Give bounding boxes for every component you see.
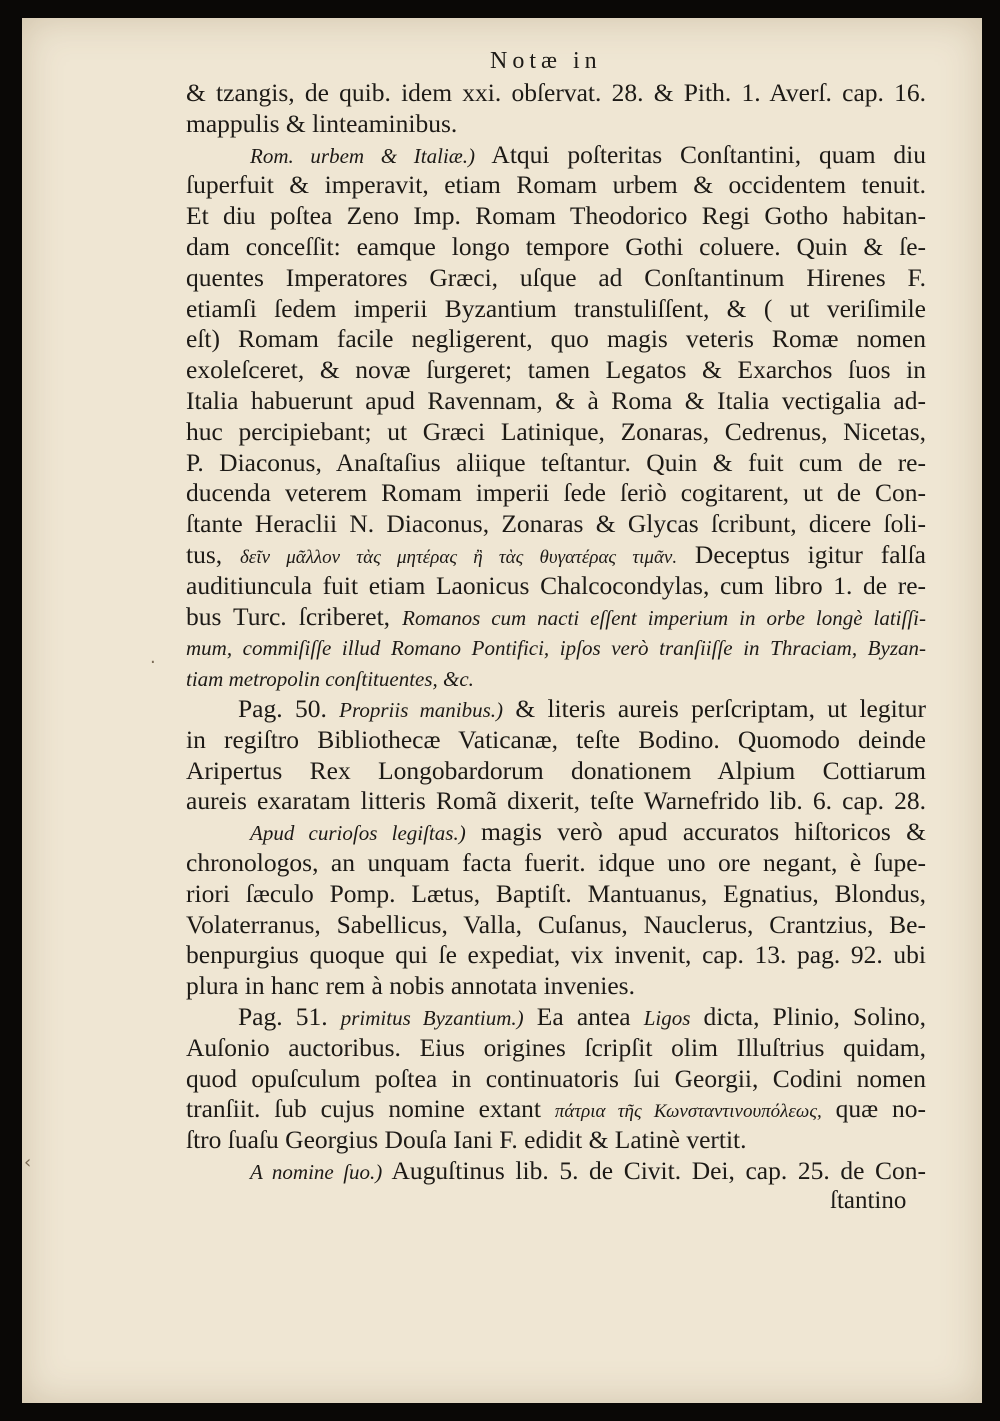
italic-text: Apud curioſos legiſtas.) xyxy=(250,821,466,846)
text-line xyxy=(186,324,926,355)
text-segment: Atqui poſteritas Conſtantini, quam diu xyxy=(475,139,926,169)
margin-tick: ‹ xyxy=(24,1152,32,1173)
text-line xyxy=(186,940,926,971)
text-line xyxy=(186,786,926,817)
text-line xyxy=(186,1002,926,1033)
italic-text: Rom. urbem & Italiæ.) xyxy=(250,143,476,168)
text-line xyxy=(186,1033,926,1064)
text-segment: Aripertus Rex Longobardorum donationem Alpium Cottiarum xyxy=(186,755,926,785)
text-segment: riori ſæculo Pomp. Lætus, Baptiſt. Mantuanus, Egnatius, Blondus, xyxy=(186,878,926,908)
text-segment: benpurgius quoque qui ſe expediat, vix invenit, cap. 13. pag. 92. ubi xyxy=(186,940,926,970)
text-segment: tranſiit. ſub cujus nomine extant xyxy=(186,1094,555,1124)
text-segment: exoleſceret, & novæ ſurgeret; tamen Legatos & Exarchos ſuos in xyxy=(186,355,926,385)
body-text xyxy=(186,78,926,1187)
text-line xyxy=(186,879,926,910)
italic-text: Propriis manibus.) xyxy=(339,697,503,722)
text-segment: quentes Imperatores Græci, uſque ad Conſtantinum Hirenes F. xyxy=(186,262,926,292)
text-line xyxy=(186,848,926,879)
text-line xyxy=(186,1125,926,1156)
text-segment: plura in hanc rem à nobis annotata invenies. xyxy=(186,971,635,1001)
text-segment: & literis aureis perſcriptam, ut legitur xyxy=(503,693,927,723)
text-segment: P. Diaconus, Anaſtaſius aliique teſtantur. Quin & fuit cum de re- xyxy=(186,447,926,477)
margin-dot: · xyxy=(150,652,156,673)
text-segment: mappulis & linteaminibus. xyxy=(186,108,458,138)
text-line xyxy=(186,232,926,263)
text-segment: Pag. 51. xyxy=(238,1001,341,1031)
text-line xyxy=(186,294,926,325)
text-segment: bus Turc. ſcriberet, xyxy=(186,601,403,631)
italic-text: mum, commiſiſſe illud Romano Pontifici, ipſos verò tranſiiſſe in Thraciam, Byzan- xyxy=(186,636,926,661)
italic-text: Ligos xyxy=(643,1005,691,1030)
text-line xyxy=(186,910,926,941)
text-line xyxy=(186,694,926,725)
text-segment: etiamſi ſedem imperii Byzantium transtuliſſent, & ( ut veriſimile xyxy=(186,293,926,323)
text-segment: Ea antea xyxy=(523,1001,644,1031)
catchword: ſtantino xyxy=(830,1187,907,1214)
text-segment: Et diu poſtea Zeno Imp. Romam Theodorico Regi Gotho habitan- xyxy=(186,201,926,231)
text-segment: Auguſtinus lib. 5. de Civit. Dei, cap. 25. de Con- xyxy=(382,1155,926,1185)
text-segment: Auſonio auctoribus. Eius origines ſcripſit olim Illuſtrius quidam, xyxy=(186,1032,926,1062)
text-line xyxy=(186,509,926,540)
text-segment: tus, xyxy=(186,539,240,569)
italic-text: tiam metropolin conſtituentes, &c. xyxy=(186,667,474,692)
text-segment: ſuperfuit & imperavit, etiam Romam urbem & occidentem tenuit. xyxy=(186,170,926,200)
text-segment: quæ no- xyxy=(821,1094,926,1124)
text-segment: dicta, Plinio, Solino, xyxy=(690,1001,927,1031)
italic-text: A nomine ſuo.) xyxy=(250,1159,383,1184)
text-line xyxy=(186,355,926,386)
text-line xyxy=(186,817,926,848)
text-line xyxy=(186,109,926,140)
text-line xyxy=(186,663,926,694)
text-segment: Deceptus igitur falſa xyxy=(677,539,926,569)
text-segment: eſt) Romam facile negligerent, quo magis veteris Romæ nomen xyxy=(186,324,926,354)
text-segment: ſtante Heraclii N. Diaconus, Zonaras & Glycas ſcribunt, dicere ſoli- xyxy=(186,509,926,539)
text-line xyxy=(186,140,926,171)
running-header: Notæ in xyxy=(490,48,602,74)
text-line xyxy=(186,263,926,294)
text-line xyxy=(186,417,926,448)
text-line xyxy=(186,1156,926,1187)
text-line xyxy=(186,170,926,201)
text-segment: quod opuſculum poſtea in continuatoris ſui Georgii, Codini nomen xyxy=(186,1063,926,1093)
text-line xyxy=(186,571,926,602)
text-segment: huc percipiebant; ut Græci Latinique, Zonaras, Cedrenus, Nicetas, xyxy=(186,416,926,446)
text-line xyxy=(186,478,926,509)
greek-text: δεῖν μᾶλλον τὰς μητέρας ἢ τὰς θυγατέρας τιμᾶν. xyxy=(239,546,678,568)
text-segment: dam conceſſit: eamque longo tempore Gothi coluere. Quin & ſe- xyxy=(186,231,926,261)
text-line xyxy=(186,201,926,232)
text-line xyxy=(186,386,926,417)
text-segment: Italia habuerunt apud Ravennam, & à Roma & Italia vectigalia ad- xyxy=(186,385,926,415)
text-segment: magis verò apud accuratos hiſtoricos & xyxy=(465,817,926,847)
text-segment: Volaterranus, Sabellicus, Valla, Cuſanus, Nauclerus, Crantzius, Be- xyxy=(186,909,926,939)
text-line xyxy=(186,540,926,571)
greek-text: πάτρια τῆς Κωνσταντινουπόλεως, xyxy=(554,1101,822,1123)
text-segment: aureis exaratam litteris Romã dixerit, teſte Warnefrido lib. 6. cap. 28. xyxy=(186,786,926,816)
text-segment: in regiſtro Bibliothecæ Vaticanæ, teſte Bodino. Quomodo deinde xyxy=(186,724,926,754)
text-segment: Pag. 50. xyxy=(238,693,340,723)
text-line xyxy=(186,971,926,1002)
text-line xyxy=(186,602,926,633)
text-line xyxy=(186,448,926,479)
text-segment: auditiuncula fuit etiam Laonicus Chalcocondylas, cum libro 1. de re- xyxy=(186,570,926,600)
text-segment: ducenda veterem Romam imperii ſede ſeriò cogitarent, ut de Con- xyxy=(186,478,926,508)
text-line xyxy=(186,1094,926,1125)
italic-text: primitus Byzantium.) xyxy=(340,1005,524,1030)
text-segment: ſtro ſuaſu Georgius Douſa Iani F. edidit & Latinè vertit. xyxy=(186,1125,747,1155)
text-line xyxy=(186,632,926,663)
text-line xyxy=(186,1064,926,1095)
text-line xyxy=(186,78,926,109)
text-line xyxy=(186,756,926,787)
text-segment: & tzangis, de quib. idem xxi. obſervat. 28. & Pith. 1. Averſ. cap. 16. xyxy=(186,78,926,107)
italic-text: Romanos cum nacti eſſent imperium in orbe longè latiſſi- xyxy=(402,605,926,630)
text-line xyxy=(186,725,926,756)
text-segment: chronologos, an unquam facta fuerit. idque uno ore negant, è ſupe- xyxy=(186,847,926,877)
